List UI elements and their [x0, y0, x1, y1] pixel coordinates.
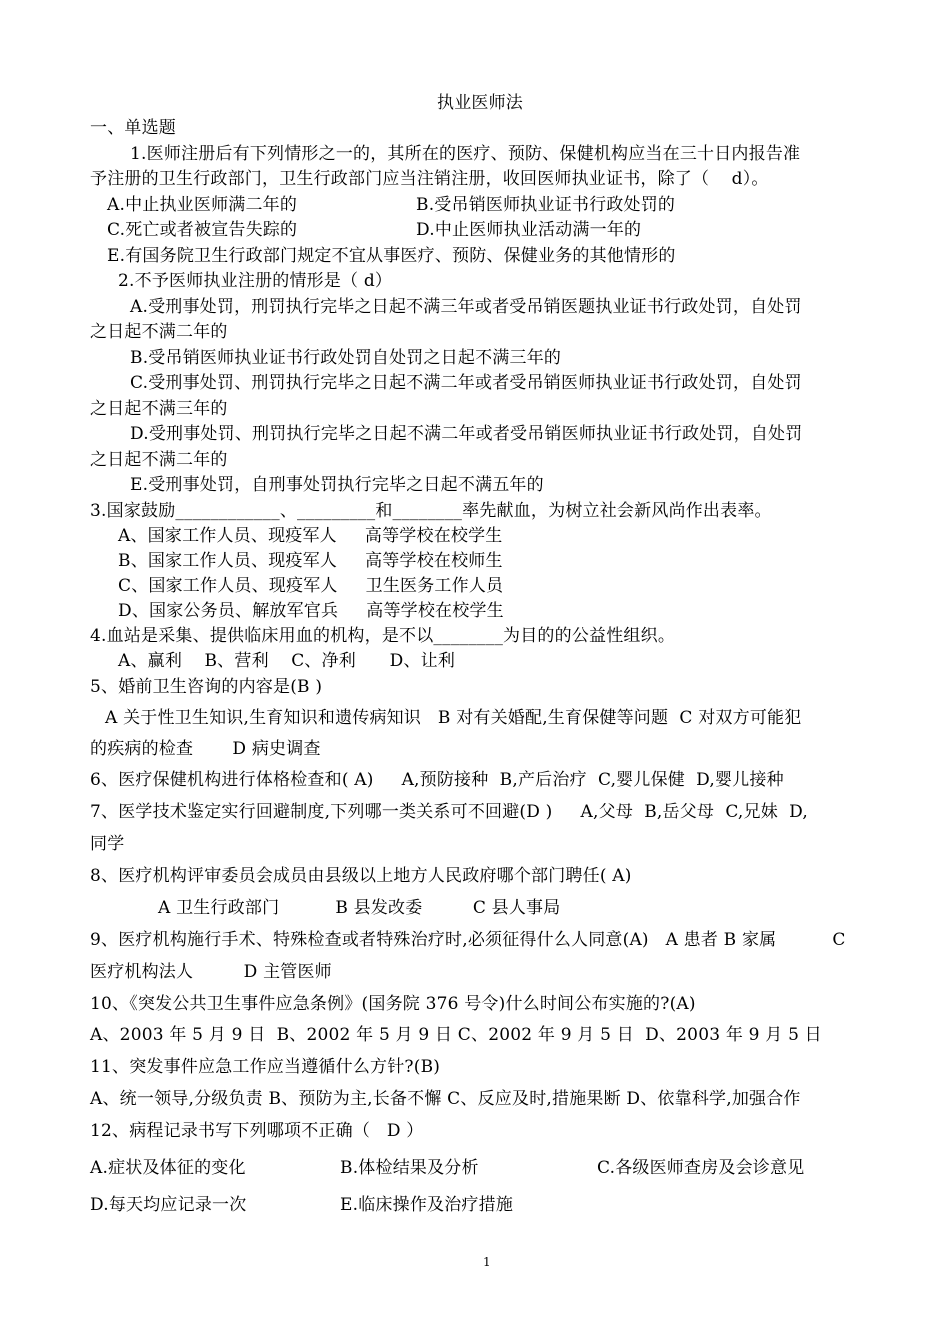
page-number: 1 [483, 1255, 491, 1269]
question-5-options-line-2: 的疾病的检查 D 病史调查 [90, 739, 321, 759]
question-5-stem: 5、婚前卫生咨询的内容是(B ) [90, 677, 323, 697]
question-1-option-d: D.中止医师执业活动满一年的 [416, 220, 642, 240]
question-3-option-c: C、国家工作人员、现疫军人 卫生医务工作人员 [118, 576, 504, 596]
question-3-option-d: D、国家公务员、解放军官兵 高等学校在校学生 [118, 601, 504, 621]
question-5-options-line-1: A 关于性卫生知识,生育知识和遗传病知识 B 对有关婚配,生育保健等问题 C 对双方可能犯 [105, 708, 802, 728]
question-12-option-a: A.症状及体征的变化 [90, 1158, 246, 1178]
section-heading: 一、单选题 [90, 118, 176, 138]
question-2-option-a-line-1: A.受刑事处罚，刑罚执行完毕之日起不满三年或者受吊销医题执业证书行政处罚，自处罚 [130, 297, 802, 317]
question-9-line-1: 9、医疗机构施行手术、特殊检查或者特殊治疗时,必须征得什么人同意(A) A 患者 B 家属 C [90, 930, 846, 950]
question-11-stem: 11、突发事件应急工作应当遵循什么方针?(B) [90, 1057, 441, 1077]
question-8-options: A 卫生行政部门 B 县发改委 C 县人事局 [158, 898, 561, 918]
question-9-line-2: 医疗机构法人 D 主管医师 [90, 962, 332, 982]
question-12-option-c: C.各级医师查房及会诊意见 [597, 1158, 805, 1178]
question-2-option-d-line-2: 之日起不满二年的 [90, 450, 228, 470]
question-10-stem: 10、《突发公共卫生事件应急条例》(国务院 376 号令)什么时间公布实施的?(A) [90, 994, 696, 1014]
question-4-stem: 4.血站是采集、提供临床用血的机构，是不以________为目的的公益性组织。 [90, 626, 676, 646]
question-4-options: A、赢利 B、营利 C、净利 D、让利 [118, 651, 456, 671]
question-2-option-c-line-2: 之日起不满三年的 [90, 399, 228, 419]
question-12-option-e: E.临床操作及治疗措施 [340, 1195, 514, 1215]
question-3-option-b: B、国家工作人员、现疫军人 高等学校在校师生 [118, 551, 503, 571]
question-2-stem: 2.不予医师执业注册的情形是（ d） [118, 271, 393, 291]
question-2-option-e: E.受刑事处罚，自刑事处罚执行完毕之日起不满五年的 [130, 475, 544, 495]
question-2-option-d-line-1: D.受刑事处罚、刑罚执行完毕之日起不满二年或者受吊销医师执业证书行政处罚，自处罚 [130, 424, 803, 444]
question-8-stem: 8、医疗机构评审委员会成员由县级以上地方人民政府哪个部门聘任( A) [90, 866, 632, 886]
question-10-options: A、2003 年 5 月 9 日 B、2002 年 5 月 9 日 C、2002 年 9 月 5 日 D、2003 年 9 月 5 日 [90, 1025, 822, 1045]
question-1-option-a: A.中止执业医师满二年的 [107, 195, 298, 215]
question-1-option-e: E.有国务院卫生行政部门规定不宜从事医疗、预防、保健业务的其他情形的 [107, 246, 676, 266]
question-12-option-b: B.体检结果及分析 [340, 1158, 479, 1178]
question-2-option-b: B.受吊销医师执业证书行政处罚自处罚之日起不满三年的 [130, 348, 562, 368]
question-1-line-1: 1.医师注册后有下列情形之一的，其所在的医疗、预防、保健机构应当在三十日内报告准 [130, 144, 801, 164]
question-3-stem: 3.国家鼓励____________、_________和________率先献血，为树立社会新风尚作出表率。 [90, 501, 772, 521]
question-12-option-d: D.每天均应记录一次 [90, 1195, 247, 1215]
question-7-line-2: 同学 [90, 834, 125, 854]
question-1-option-c: C.死亡或者被宣告失踪的 [107, 220, 298, 240]
question-6: 6、医疗保健机构进行体格检查和( A) A,预防接种 B,产后治疗 C,婴儿保健 D,婴儿接种 [90, 770, 784, 790]
question-12-stem: 12、病程记录书写下列哪项不正确（ D ） [90, 1121, 424, 1141]
question-2-option-a-line-2: 之日起不满二年的 [90, 322, 228, 342]
question-1-line-2: 予注册的卫生行政部门，卫生行政部门应当注销注册，收回医师执业证书，除了（ d）。 [90, 169, 769, 189]
question-11-options: A、统一领导,分级负责 B、预防为主,长备不懈 C、反应及时,措施果断 D、依靠科学,加强合作 [90, 1089, 801, 1109]
page-title: 执业医师法 [437, 93, 523, 113]
question-1-option-b: B.受吊销医师执业证书行政处罚的 [416, 195, 676, 215]
question-7-line-1: 7、医学技术鉴定实行回避制度,下列哪一类关系可不回避(D ) A,父母 B,岳父母 C,兄妹 D, [90, 802, 808, 822]
question-2-option-c-line-1: C.受刑事处罚、刑罚执行完毕之日起不满二年或者受吊销医师执业证书行政处罚，自处罚 [130, 373, 802, 393]
question-3-option-a: A、国家工作人员、现疫军人 高等学校在校学生 [118, 526, 503, 546]
